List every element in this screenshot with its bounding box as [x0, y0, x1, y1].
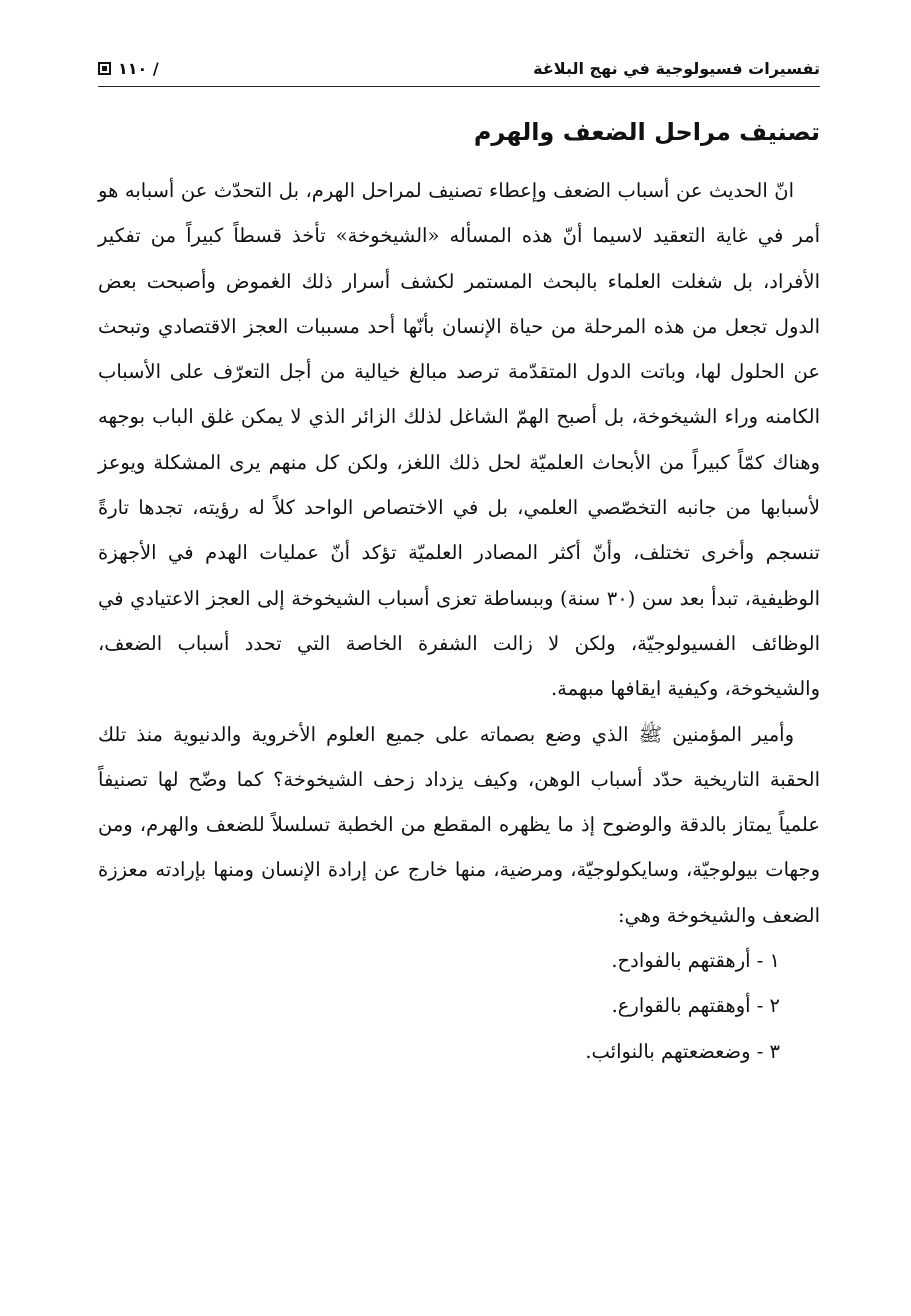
page-number — [98, 59, 159, 78]
page-number-text: ١١٠ / — [118, 58, 159, 78]
square-ornament-icon — [98, 62, 111, 75]
list-item: ١ - أرهقتهم بالفوادح. — [611, 949, 780, 973]
running-header — [98, 50, 820, 87]
list-item: ٢ - أوهقتهم بالقوارع. — [611, 994, 780, 1018]
book-title: تفسيرات فسيولوجية في نهج البلاغة — [533, 58, 820, 78]
paragraph: انّ الحديث عن أسباب الضعف وإعطاء تصنيف لمراحل الهرم، بل التحدّث عن أسبابه هو أمر في غاية التعقيد لاسيما أنّ هذه المسأله «الشيخوخة» تأخذ قسطاً كبيراً من تفكير الأفراد، بل شغلت العلماء بالبحث المستمر لكشف أسرار ذلك الغموض وأصبحت بعض الدول تجعل من هذه المرحلة من حياة الإنسان بأنّها أحد مسببات العجز الاقتصادي وتبحث عن الحلول لها، وباتت الدول المتقدّمة ترصد مبالغ خيالية من أجل التعرّف على الأسباب الكامنه وراء الشيخوخة، بل أصبح الهمّ الشاغل لذلك الزائر الذي لا يمكن غلق الباب بوجهه وهناك كمّاً كبيراً من الأبحاث العلميّة لحل ذلك اللغز، ولكن كل منهم يرى المشكلة ويوعز لأسبابها من جانبه التخصّصي العلمي، بل في الاختصاص الواحد كلاً له رؤيته، تجدها تارةً تنسجم وأخرى تختلف، وأنّ أكثر المصادر العلميّة تؤكد أنّ عمليات الهدم في الأجهزة الوظيفية، تبدأ بعد سن (٣٠ سنة) وببساطة تعزى أسباب الشيخوخة إلى العجز الاعتيادي في الوظائف الفسيولوجيّة، ولكن لا زالت الشفرة الخاصة التي تحدد أسباب الضعف، والشيخوخة، وكيفية ايقافها مبهمة. — [98, 179, 820, 701]
book-page — [98, 0, 820, 1316]
section-title: تصنيف مراحل الضعف والهرم — [473, 118, 820, 146]
numbered-list — [98, 938, 820, 1074]
body-text — [98, 168, 820, 1074]
paragraph: وأمير المؤمنين ﷺ الذي وضع بصماته على جميع العلوم الأخروية والدنيوية منذ تلك الحقبة التاريخية حدّد أسباب الوهن، وكيف يزداد زحف الشيخوخة؟ كما وضّح لها تصنيفاً علمياً يمتاز بالدقة والوضوح إذ ما يظهره المقطع من الخطبة تسلسلاً للضعف والهرم، ومن وجهات بيولوجيّة، وسايكولوجيّة، ومرضية، منها خارج عن إرادة الإنسان ومنها بإرادته معززة الضعف والشيخوخة وهي: — [98, 722, 820, 927]
list-item: ٣ - وضعضعتهم بالنوائب. — [585, 1039, 780, 1063]
